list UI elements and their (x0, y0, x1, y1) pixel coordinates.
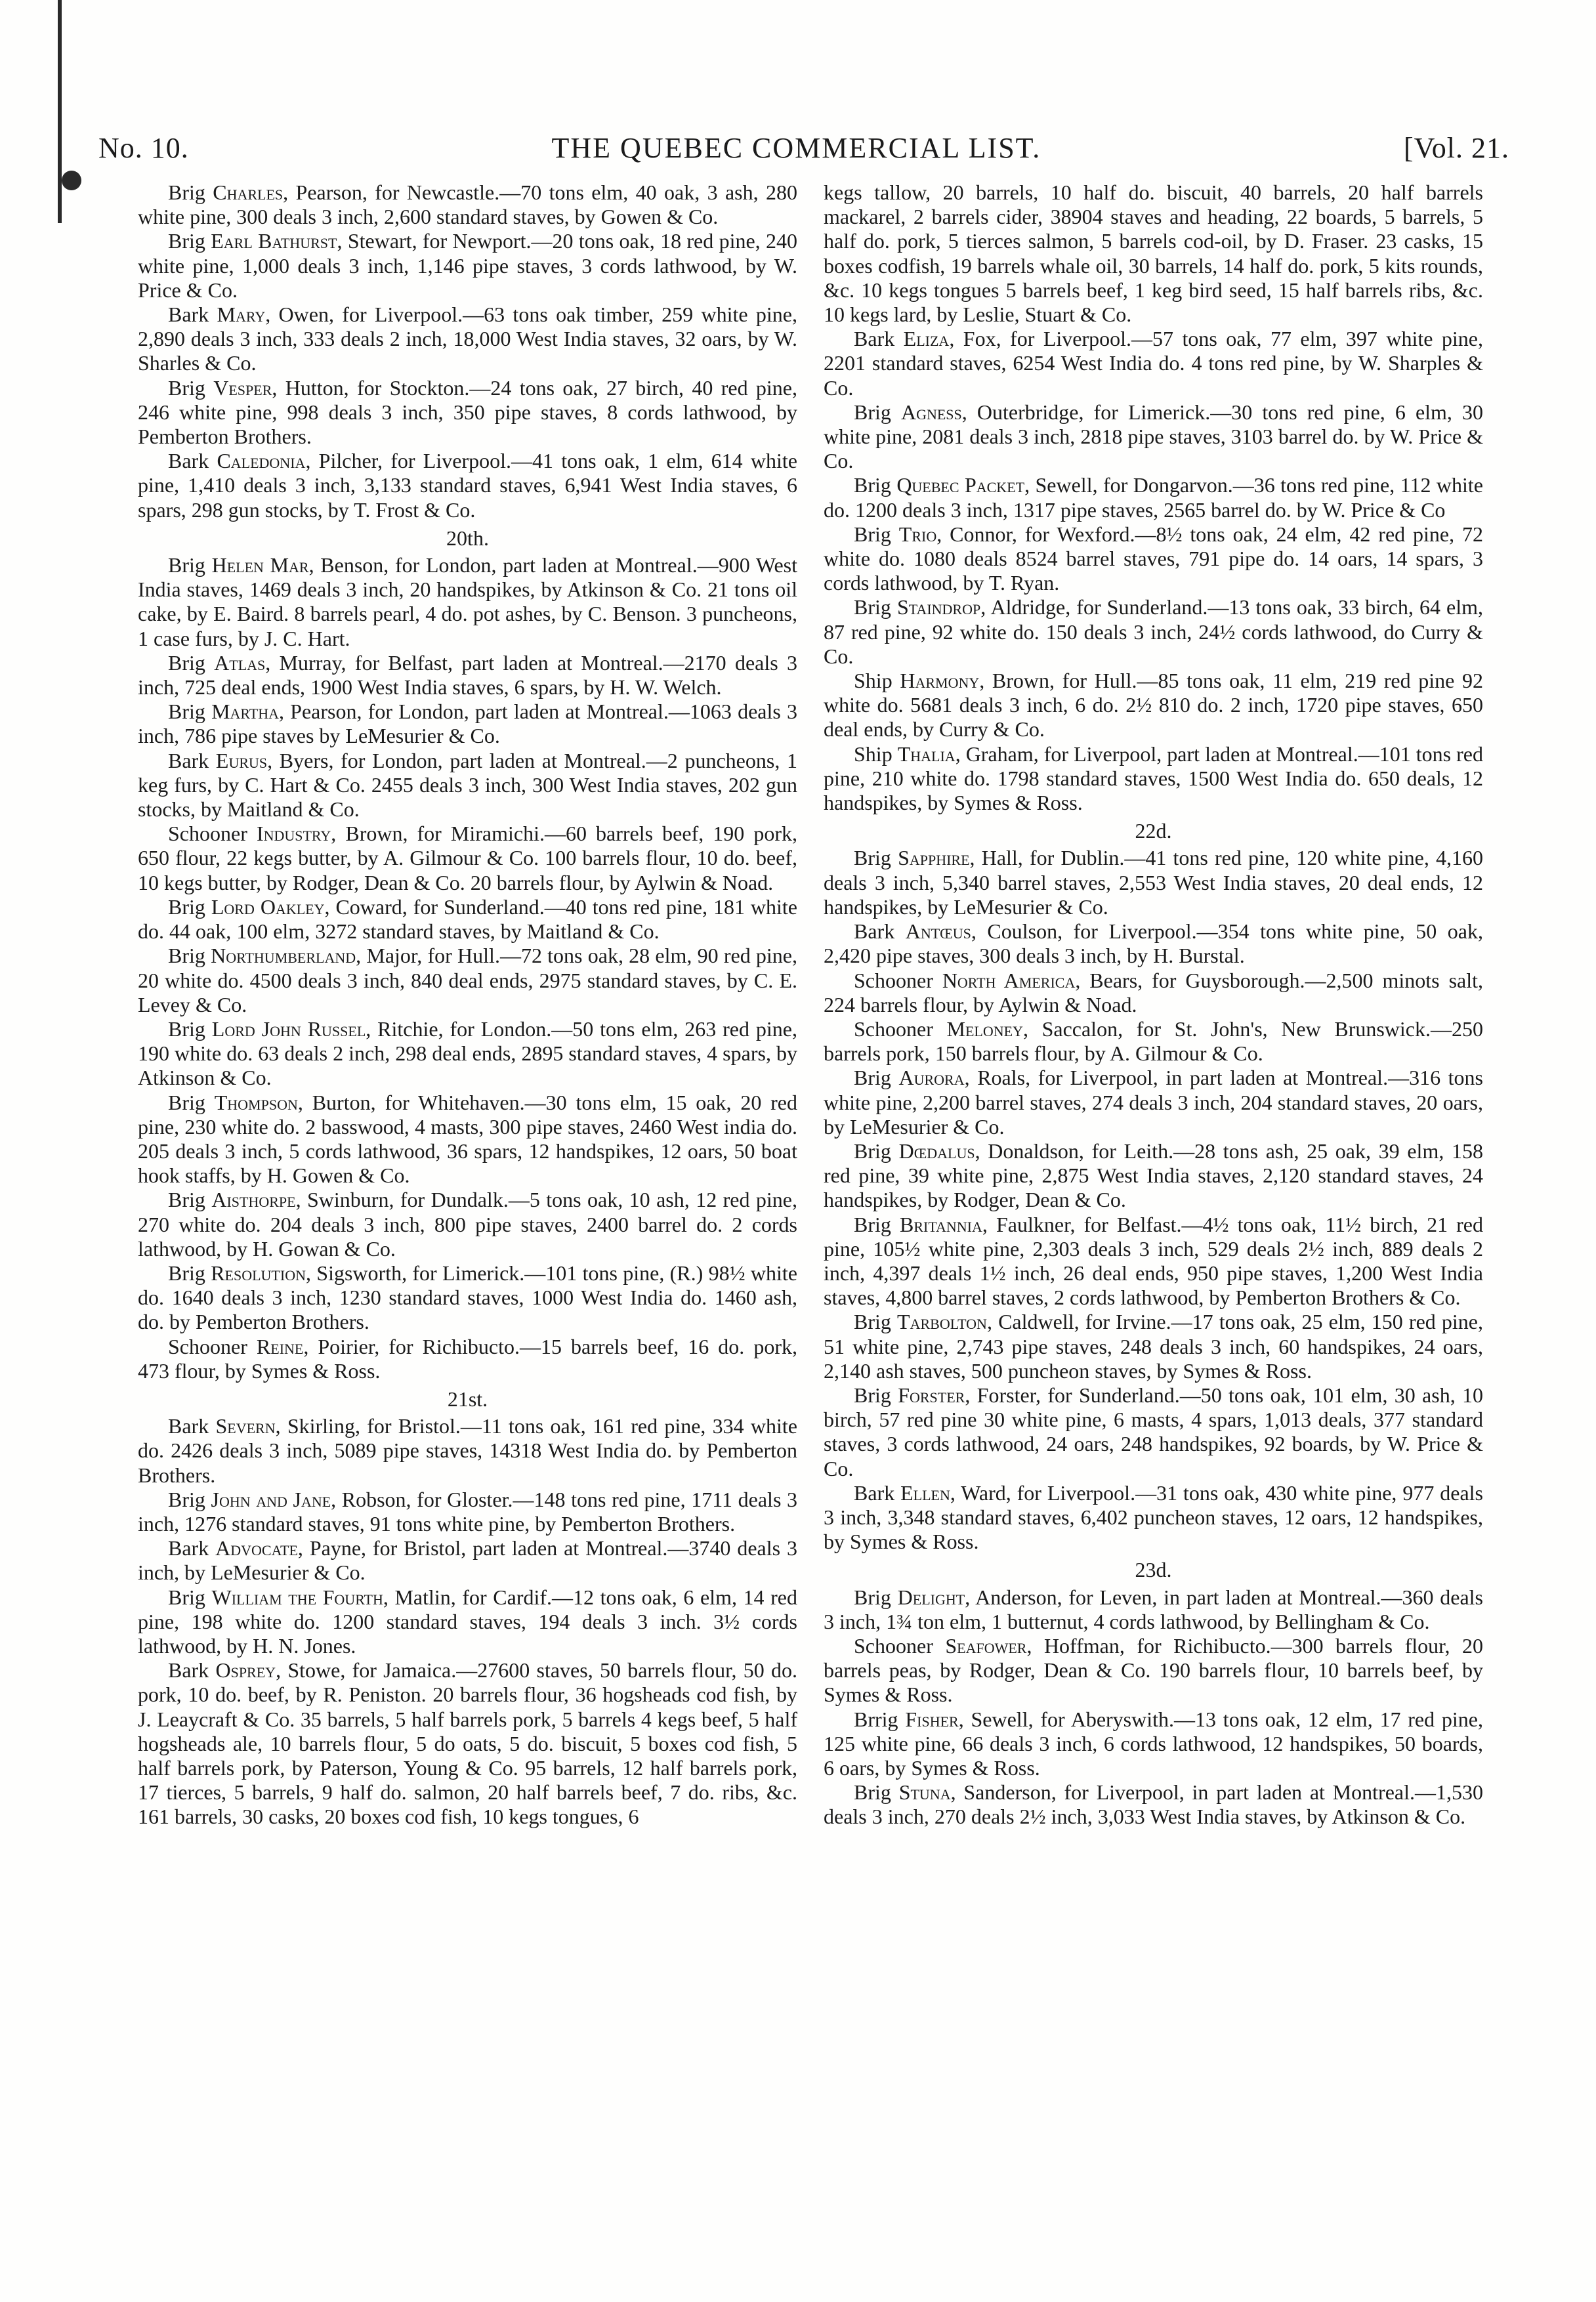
vessel-name: Quebec Packet (896, 473, 1025, 497)
vessel-rig: Bark (854, 919, 895, 944)
vessel-entry (138, 1536, 797, 1585)
vessel-rig: Ship (854, 669, 892, 693)
vessel-name: John and Jane (211, 1487, 331, 1511)
vessel-name: Delight (897, 1585, 965, 1609)
left-column (138, 180, 797, 1830)
vessel-entry (824, 595, 1483, 669)
vessel-rig: Brig (854, 1310, 891, 1334)
vessel-entry (824, 1707, 1483, 1781)
vessel-entry (138, 180, 797, 229)
volume-number: [Vol. 21. (1404, 132, 1509, 164)
vessel-entry (824, 742, 1483, 816)
vessel-rig: Brig (168, 1090, 205, 1114)
cargo-details: , Payne, for Bristol, part laden at Montreal.—3740 deals 3 inch, by LeMesurier & Co. (138, 1536, 798, 1585)
cargo-details: , Byers, for London, part laden at Montreal.—2 puncheons, 1 keg furs, by C. Hart & Co. 2455 deals 3 inch, 300 West India staves, 202 gun stocks, by Maitland & Co. (138, 748, 798, 822)
vessel-name: Harmony (900, 669, 980, 693)
cargo-details: , Brown, for Miramichi.—60 barrels beef, 190 pork, 650 flour, 22 kegs butter, by A. Gilmour & Co. 100 barrels flour, 10 do. beef, 10 kegs butter, by Rodger, Dean & Co. 20 barrels flour, by Aylwin & Noad. (138, 822, 798, 894)
cargo-details: , Aldridge, for Sunderland.—13 tons oak, 33 birch, 64 elm, 87 red pine, 92 white do. 150 deals 3 inch, 24½ cords lathwood, do Curry & Co. (824, 595, 1484, 668)
vessel-name: Dœdalus (898, 1139, 975, 1163)
vessel-rig: Brig (854, 473, 891, 497)
vessel-entry (824, 1585, 1483, 1634)
vessel-name: Ellen (900, 1480, 950, 1505)
vessel-entry (824, 919, 1483, 968)
vessel-rig: Brig (854, 1139, 891, 1163)
cargo-details: , Murray, for Belfast, part laden at Montreal.—2170 deals 3 inch, 725 deal ends, 1900 West India staves, 6 spars, by H. W. Welch. (138, 650, 797, 700)
vessel-name: Staindrop (896, 595, 981, 619)
vessel-name: Atlas (214, 650, 266, 675)
cargo-details: , Owen, for Liverpool.—63 tons oak timber, 259 white pine, 2,890 deals 3 inch, 333 deals 2 inch, 18,000 West India staves, 32 oars, by W. Sharles & Co. (138, 303, 798, 375)
vessel-name: Tarbolton (897, 1310, 987, 1334)
vessel-name: Aurora (898, 1066, 965, 1090)
vessel-name: Thalia (897, 742, 956, 766)
cargo-details: , Ward, for Liverpool.—31 tons oak, 430 white pine, 977 deals 3 inch, 3,348 standard staves, 6,402 puncheon staves, 12 oars, 12 handspikes, by Symes & Ross. (824, 1480, 1483, 1554)
vessel-name: Seafower (945, 1633, 1027, 1658)
vessel-name: Thompson (214, 1090, 298, 1114)
cargo-details: , Connor, for Wexford.—8½ tons oak, 24 elm, 42 red pine, 72 white do. 1080 deals 8524 barrel staves, 791 pipe do. 14 oars, 14 spars, 3 cords lathwood, by T. Ryan. (824, 522, 1484, 595)
cargo-details: , Benson, for London, part laden at Montreal.—900 West India staves, 1469 deals 3 inch, 20 handspikes, by Atkinson & Co. 21 tons oil cake, by E. Baird. 8 barrels pearl, 4 do. pot ashes, by C. Benson. 3 puncheons, 1 case furs, by J. C. Hart. (138, 553, 797, 650)
cargo-details: , Burton, for Whitehaven.—30 tons elm, 15 oak, 20 red pine, 230 white do. 2 basswood, 4 masts, 300 pipe staves, 2460 West india do. 205 deals 3 inch, 5 cords lathwood, 36 spars, 12 handspikes, 12 oars, 50 boat hook staffs, by H. Gowen & Co. (138, 1090, 798, 1188)
vessel-name: Forster (898, 1383, 965, 1407)
vessel-entry (138, 944, 797, 1017)
cargo-details: , Anderson, for Leven, in part laden at Montreal.—360 deals 3 inch, 1¾ ton elm, 1 butternut, 4 cords lathwood, by Bellingham & Co. (824, 1585, 1484, 1633)
cargo-details: , Donaldson, for Leith.—28 tons ash, 25 oak, 39 elm, 158 red pine, 39 white pine, 2,875 West India staves, 2,120 standard staves, 24 handspikes, by Rodger, Dean & Co. (824, 1139, 1484, 1212)
vessel-rig: Brig (854, 522, 891, 546)
cargo-details: , Pearson, for Newcastle.—70 tons elm, 40 oak, 3 ash, 280 white pine, 300 deals 3 inch, 2,600 standard staves, by Gowen & Co. (138, 180, 797, 229)
cargo-details: , Caldwell, for Irvine.—17 tons oak, 25 elm, 150 red pine, 51 white pine, 2,743 pipe staves, 248 deals 3 inch, 60 handspikes, 24 oars, 2,140 ash staves, 500 puncheon staves, by Symes & Ross. (824, 1310, 1484, 1383)
vessel-entry (824, 1017, 1483, 1066)
right-column (824, 180, 1483, 1830)
vessel-name: Charles (213, 180, 284, 204)
vessel-name: Osprey (215, 1658, 276, 1683)
vessel-rig: Brig (854, 846, 891, 870)
vessel-entry (138, 700, 797, 748)
vessel-entry (138, 1335, 797, 1383)
vessel-rig: Bark (168, 748, 209, 772)
cargo-details: , Fox, for Liverpool.—57 tons oak, 77 elm, 397 white pine, 2201 standard staves, 6254 West India do. 4 tons red pine, by W. Sharples & Co. (824, 327, 1484, 400)
vessel-name: Reine (256, 1334, 304, 1358)
vessel-name: Lord John Russel (211, 1016, 366, 1041)
vessel-entry (824, 1634, 1483, 1707)
cargo-details: , Matlin, for Cardif.—12 tons oak, 6 elm, 14 red pine, 198 white do. 1200 standard staves, 194 deals 3 inch. 3½ cords lathwood, by H. N. Jones. (138, 1585, 797, 1658)
vessel-rig: Schooner (168, 822, 247, 846)
vessel-rig: Ship (854, 742, 892, 766)
vessel-rig: Brig (168, 944, 205, 968)
vessel-entry (138, 1188, 797, 1261)
vessel-rig: Brig (168, 894, 205, 919)
vessel-name: Lord Oakley (211, 894, 325, 919)
vessel-rig: Brig (168, 650, 205, 675)
vessel-rig: Bark (854, 1480, 895, 1505)
cargo-details: , Faulkner, for Belfast.—4½ tons oak, 11½ birch, 21 red pine, 105½ white pine, 2,303 deals 3 inch, 529 deals 2½ inch, 889 deals 2 inch, 4,397 deals 1½ inch, 26 deal ends, 950 pipe staves, 1,200 West India staves, 4,800 barrel staves, 2 cords lathwood, by Pemberton Brothers & Co. (824, 1212, 1484, 1310)
cargo-details: , Hall, for Dublin.—41 tons red pine, 120 white pine, 4,160 deals 3 inch, 5,340 barrel staves, 2,553 West India staves, 20 deal ends, 12 handspikes, by LeMesurier & Co. (824, 846, 1484, 919)
vessel-name: Caledonia (217, 449, 306, 473)
cargo-details: , Roals, for Liverpool, in part laden at Montreal.—316 tons white pine, 2,200 barrel staves, 274 deals 3 inch, 204 standard staves, 20 oars, by LeMesurier & Co. (824, 1066, 1484, 1139)
vessel-entry (824, 473, 1483, 522)
vessel-entry (824, 327, 1483, 400)
vessel-rig: Brig (854, 1585, 891, 1609)
vessel-entry (138, 1017, 797, 1091)
cargo-details: , Sewell, for Dongarvon.—36 tons red pine, 112 white do. 1200 deals 3 inch, 1317 pipe staves, 2565 barrel do. by W. Price & Co (824, 473, 1483, 522)
vessel-rig: Brig (168, 375, 205, 400)
vessel-entry (138, 1261, 797, 1335)
vessel-name: Stuna (898, 1780, 951, 1805)
vessel-entry (824, 846, 1483, 919)
cargo-details: , Bears, for Guysborough.—2,500 minots salt, 224 barrels flour, by Aylwin & Noad. (824, 968, 1484, 1016)
vessel-entry (824, 1310, 1483, 1383)
cargo-details: , Poirier, for Richibucto.—15 barrels beef, 16 do. pork, 473 flour, by Symes & Ross. (138, 1334, 798, 1383)
vessel-rig: Schooner (854, 1633, 933, 1658)
vessel-rig: Brrig (854, 1707, 898, 1731)
cargo-details: , Major, for Hull.—72 tons oak, 28 elm, 90 red pine, 20 white do. 4500 deals 3 inch, 840 deal ends, 2975 standard staves, by C. E. Levey & Co. (138, 944, 798, 1016)
vessel-rig: Brig (168, 1261, 205, 1285)
vessel-entry (138, 376, 797, 450)
vessel-name: Northumberland (211, 944, 356, 968)
vessel-name: Eliza (903, 327, 950, 351)
cargo-details: , Swinburn, for Dundalk.—5 tons oak, 10 ash, 12 red pine, 270 white do. 204 deals 3 inch, 800 pipe staves, 2400 barrel do. 2 cords lathwood, by H. Gowan & Co. (138, 1188, 798, 1261)
vessel-rig: Brig (854, 595, 891, 619)
vessel-name: Antœus (905, 919, 971, 944)
cargo-details: , Brown, for Hull.—85 tons oak, 11 elm, 219 red pine 92 white do. 5681 deals 3 inch, 6 do. 2½ 810 do. 2 inch, 1720 pipe staves, 650 deal ends, by Curry & Co. (824, 669, 1484, 742)
vessel-entry (824, 522, 1483, 596)
vessel-entry (824, 669, 1483, 742)
vessel-entry (824, 1139, 1483, 1213)
date-heading: 23d. (1135, 1558, 1172, 1582)
vessel-entry (824, 1780, 1483, 1829)
vessel-rig: Brig (168, 700, 205, 724)
cargo-details: , Robson, for Gloster.—148 tons red pine, 1711 deals 3 inch, 1276 standard staves, 91 tons white pine, by Pemberton Brothers. (138, 1487, 797, 1536)
vessel-rig: Brig (854, 1780, 891, 1805)
cargo-details: , Saccalon, for St. John's, New Brunswick.—250 barrels pork, 150 barrels flour, by A. Gilmour & Co. (824, 1016, 1484, 1066)
vessel-name: Eurus (215, 748, 268, 772)
vessel-entry (138, 229, 797, 303)
cargo-details: , Graham, for Liverpool, part laden at Montreal.—101 tons red pine, 210 white do. 1798 standard staves, 1500 West India do. 650 deals, 12 handspikes, by Symes & Ross. (824, 742, 1484, 815)
cargo-details: , Forster, for Sunderland.—50 tons oak, 101 elm, 30 ash, 10 birch, 57 red pine 30 white pine, 6 masts, 4 spars, 1,013 deals, 377 standard staves, 3 cords lathwood, 24 oars, 248 handspikes, 92 boards, by W. Price & Co. (824, 1383, 1484, 1480)
vessel-entry (824, 1383, 1483, 1481)
vessel-name: Vesper (213, 375, 272, 400)
vessel-entry (138, 822, 797, 895)
vessel-name: Meloney (946, 1016, 1023, 1041)
vessel-rig: Schooner (168, 1334, 247, 1358)
cargo-details: , Hutton, for Stockton.—24 tons oak, 27 birch, 40 red pine, 246 white pine, 998 deals 3 inch, 350 pipe staves, 8 cords lathwood, by Pemberton Brothers. (138, 375, 798, 449)
binding-rule (58, 0, 62, 223)
cargo-details: , Outerbridge, for Limerick.—30 tons red pine, 6 elm, 30 white pine, 2081 deals 3 inch, 2818 pipe staves, 3103 barrel do. by W. Price & Co. (824, 400, 1484, 473)
vessel-name: Advocate (215, 1536, 298, 1560)
binding-dot (62, 171, 81, 190)
vessel-name: Agness (900, 400, 962, 424)
publication-title: THE QUEBEC COMMERCIAL LIST. (551, 132, 1041, 164)
issue-number: No. 10. (98, 132, 189, 164)
vessel-name: Martha (211, 700, 279, 724)
vessel-rig: Bark (168, 1658, 209, 1683)
cargo-details: , Coward, for Sunderland.—40 tons red pine, 181 white do. 44 oak, 100 elm, 3272 standard staves, by Maitland & Co. (138, 894, 797, 944)
cargo-details: , Stewart, for Newport.—20 tons oak, 18 red pine, 240 white pine, 1,000 deals 3 inch, 1,146 pipe staves, 3 cords lathwood, by W. Price & Co. (138, 229, 798, 302)
vessel-entry (138, 895, 797, 944)
vessel-name: Fisher (905, 1707, 959, 1731)
date-heading: 20th. (446, 526, 489, 550)
vessel-rig: Schooner (854, 1016, 933, 1041)
vessel-name: Helen Mar (211, 553, 309, 577)
cargo-details: , Pearson, for London, part laden at Montreal.—1063 deals 3 inch, 786 pipe staves by LeMesurier & Co. (138, 700, 798, 748)
vessel-rig: Brig (168, 1487, 205, 1511)
vessel-name: Earl Bathurst (211, 229, 337, 253)
vessel-rig: Brig (168, 229, 205, 253)
vessel-entry (138, 1091, 797, 1188)
vessel-rig: Bark (168, 1536, 209, 1560)
vessel-entry (138, 1658, 797, 1829)
cargo-details: , Sigsworth, for Limerick.—101 tons pine, (R.) 98½ white do. 1640 deals 3 inch, 1230 standard staves, 1000 West India do. 1460 ash, do. by Pemberton Brothers. (138, 1261, 798, 1334)
vessel-rig: Bark (168, 1414, 209, 1438)
cargo-details: , Hoffman, for Richibucto.—300 barrels flour, 20 barrels peas, by Rodger, Dean & Co. 190 barrels flour, 10 barrels beef, by Symes & Ross. (824, 1633, 1484, 1707)
vessel-name: Mary (217, 303, 266, 327)
vessel-entry (138, 749, 797, 822)
date-heading: 22d. (1135, 819, 1172, 843)
vessel-name: Sapphire (898, 846, 970, 870)
vessel-rig: Bark (168, 303, 209, 327)
cargo-details: , Skirling, for Bristol.—11 tons oak, 161 red pine, 334 white do. 2426 deals 3 inch, 5089 pipe staves, 14318 West India do. by Pemberton Brothers. (138, 1414, 798, 1487)
cargo-details: , Coulson, for Liverpool.—354 tons white pine, 50 oak, 2,420 pipe staves, 300 deals 3 inch, by H. Burstal. (824, 919, 1484, 968)
vessel-entry (824, 969, 1483, 1017)
vessel-entry (824, 1066, 1483, 1139)
vessel-entry (138, 553, 797, 651)
continued-entry: kegs tallow, 20 barrels, 10 half do. biscuit, 40 barrels, 20 half barrels mackarel, 2 barrels cider, 38904 staves and heading, 22 boards, 5 barrels, 5 half do. pork, 5 tierces salmon, 5 barrels cod-oil, by D. Fraser. 23 casks, 15 boxes codfish, 19 barrels whale oil, 30 barrels, 14 half do. pork, 5 kits rounds, &c. 10 kegs tongues 5 barrels beef, 1 keg bird seed, 15 half barrels ribs, &c. 10 kegs lard, by Leslie, Stuart & Co. (824, 180, 1483, 327)
vessel-entry (138, 651, 797, 700)
vessel-name: Resolution (211, 1261, 306, 1285)
vessel-rig: Brig (168, 553, 205, 577)
vessel-name: Aisthorpe (211, 1188, 296, 1212)
cargo-details: , Sewell, for Aberyswith.—13 tons oak, 12 elm, 17 red pine, 125 white pine, 66 deals 3 inch, 6 cords lathwood, 12 handspikes, 50 boards, 6 oars, by Symes & Ross. (824, 1707, 1484, 1780)
vessel-entry (138, 449, 797, 522)
vessel-entry (824, 1481, 1483, 1555)
vessel-name: Industry (256, 822, 331, 846)
cargo-details: , Stowe, for Jamaica.—27600 staves, 50 barrels flour, 50 do. pork, 10 do. beef, by R. Peniston. 20 barrels flour, 36 hogsheads cod fish, by J. Leaycraft & Co. 35 barrels, 5 half barrels pork, 5 barrels 4 kegs beef, 5 half hogsheads ale, 10 barrels flour, 5 do oats, 5 do. biscuit, 5 boxes cod fish, 5 half barrels pork, by Paterson, Young & Co. 95 barrels, 12 half barrels pork, 17 tierces, 5 barrels, 9 half do. salmon, 20 half barrels beef, 7 do. ribs, &c. 161 barrels, 30 casks, 20 boxes cod fish, 10 kegs tongues, 6 (138, 1658, 797, 1829)
vessel-rig: Brig (854, 1066, 891, 1090)
vessel-rig: Schooner (854, 968, 933, 992)
page-header (98, 131, 1509, 171)
vessel-name: Trio (898, 522, 937, 546)
vessel-entry (138, 303, 797, 376)
vessel-rig: Bark (168, 449, 209, 473)
vessel-name: Britannia (899, 1212, 982, 1236)
vessel-rig: Bark (854, 327, 895, 351)
vessel-entry (138, 1585, 797, 1659)
date-heading: 21st. (447, 1387, 488, 1411)
vessel-rig: Brig (168, 1016, 205, 1041)
vessel-rig: Brig (168, 1188, 205, 1212)
vessel-entry (824, 400, 1483, 474)
vessel-rig: Brig (854, 1212, 891, 1236)
cargo-details: , Pilcher, for Liverpool.—41 tons oak, 1 elm, 614 white pine, 1,410 deals 3 inch, 3,133 standard staves, 6,941 West India staves, 6 spars, 298 gun stocks, by T. Frost & Co. (138, 449, 798, 522)
vessel-name: William the Fourth (211, 1585, 383, 1609)
vessel-name: North America (942, 968, 1076, 992)
vessel-rig: Brig (854, 400, 891, 424)
cargo-details: , Sanderson, for Liverpool, in part laden at Montreal.—1,530 deals 3 inch, 270 deals 2½ inch, 3,033 West India staves, by Atkinson & Co. (824, 1780, 1484, 1829)
vessel-rig: Brig (168, 180, 205, 204)
vessel-name: Severn (215, 1414, 276, 1438)
vessel-entry (824, 1213, 1483, 1310)
vessel-entry (138, 1488, 797, 1536)
cargo-details: , Ritchie, for London.—50 tons elm, 263 red pine, 190 white do. 63 deals 2 inch, 298 deal ends, 2895 standard staves, 4 spars, by Atkinson & Co. (138, 1016, 798, 1090)
vessel-rig: Brig (168, 1585, 205, 1609)
vessel-entry (138, 1414, 797, 1488)
vessel-rig: Brig (854, 1383, 891, 1407)
